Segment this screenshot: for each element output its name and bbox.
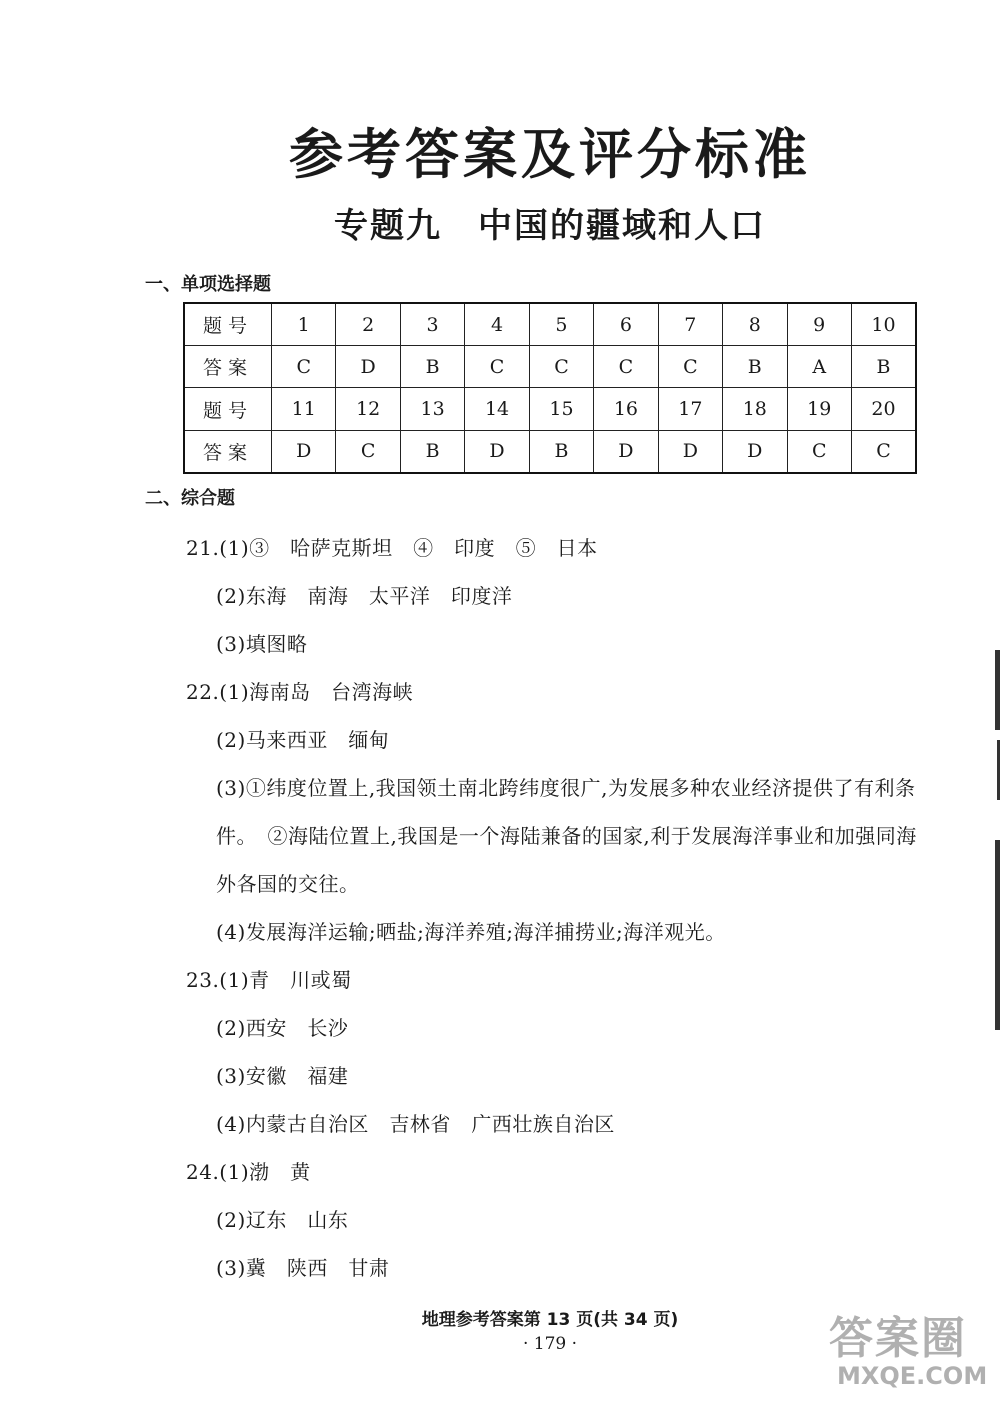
answer-line: (2)东海 南海 太平洋 印度洋 bbox=[216, 584, 513, 608]
table-cell: D bbox=[594, 430, 658, 473]
table-cell: 10 bbox=[851, 303, 916, 346]
table-cell: 17 bbox=[658, 388, 722, 430]
table-cell: B bbox=[851, 346, 916, 388]
page-number: · 179 · bbox=[522, 1334, 578, 1354]
table-cell: 8 bbox=[723, 303, 787, 346]
section-heading-choice: 一、单项选择题 bbox=[145, 274, 271, 295]
table-cell: D bbox=[723, 430, 787, 473]
answer-line: 23.(1)青 川或蜀 bbox=[186, 968, 352, 992]
answer-line: (4)发展海洋运输;晒盐;海洋养殖;海洋捕捞业;海洋观光。 bbox=[216, 920, 726, 944]
table-cell: C bbox=[272, 346, 336, 388]
table-cell: 7 bbox=[658, 303, 722, 346]
table-cell: 6 bbox=[594, 303, 658, 346]
table-cell: 13 bbox=[400, 388, 464, 430]
answer-line: (3)冀 陕西 甘肃 bbox=[216, 1256, 390, 1280]
table-row bbox=[184, 303, 916, 346]
watermark-brand: 答案圈 bbox=[829, 1313, 967, 1364]
table-cell: C bbox=[594, 346, 658, 388]
table-cell: D bbox=[465, 430, 529, 473]
answer-line: (2)马来西亚 缅甸 bbox=[216, 728, 390, 752]
table-cell: 5 bbox=[529, 303, 593, 346]
table-row bbox=[184, 346, 916, 388]
table-cell: A bbox=[787, 346, 851, 388]
page-subtitle: 专题九 中国的疆域和人口 bbox=[334, 206, 766, 246]
answer-line: 21.(1)③ 哈萨克斯坦 ④ 印度 ⑤ 日本 bbox=[186, 536, 598, 560]
table-row-label: 题号 bbox=[184, 388, 272, 430]
answer-line: (4)内蒙古自治区 吉林省 广西壮族自治区 bbox=[216, 1112, 615, 1136]
answer-line: (2)西安 长沙 bbox=[216, 1016, 349, 1040]
page-title: 参考答案及评分标准 bbox=[289, 122, 811, 186]
table-cell: C bbox=[336, 430, 400, 473]
answer-line: 24.(1)渤 黄 bbox=[186, 1160, 311, 1184]
table-cell: B bbox=[529, 430, 593, 473]
table-cell: 11 bbox=[272, 388, 336, 430]
table-cell: C bbox=[658, 346, 722, 388]
table-cell: 16 bbox=[594, 388, 658, 430]
answer-line: 外各国的交往。 bbox=[216, 872, 360, 896]
answer-line: (3)①纬度位置上,我国领土南北跨纬度很广,为发展多种农业经济提供了有利条 bbox=[216, 776, 916, 800]
scan-edge-mark bbox=[995, 650, 1000, 730]
table-cell: C bbox=[465, 346, 529, 388]
table-cell: 1 bbox=[272, 303, 336, 346]
answer-table bbox=[183, 302, 917, 474]
watermark-url: MXQE.COM bbox=[837, 1362, 988, 1390]
page-footer: 地理参考答案第 13 页(共 34 页) bbox=[421, 1310, 679, 1330]
answer-line: 22.(1)海南岛 台湾海峡 bbox=[186, 680, 414, 704]
answer-line: (2)辽东 山东 bbox=[216, 1208, 349, 1232]
answer-line: (3)安徽 福建 bbox=[216, 1064, 349, 1088]
table-row bbox=[184, 388, 916, 430]
table-cell: D bbox=[272, 430, 336, 473]
table-cell: 15 bbox=[529, 388, 593, 430]
table-cell: B bbox=[723, 346, 787, 388]
table-cell: 20 bbox=[851, 388, 916, 430]
table-cell: 2 bbox=[336, 303, 400, 346]
table-row-label: 答案 bbox=[184, 430, 272, 473]
table-row-label: 答案 bbox=[184, 346, 272, 388]
scan-edge-mark bbox=[995, 840, 1000, 1030]
table-cell: B bbox=[400, 430, 464, 473]
table-cell: 12 bbox=[336, 388, 400, 430]
table-row bbox=[184, 430, 916, 473]
table-cell: D bbox=[336, 346, 400, 388]
table-cell: 14 bbox=[465, 388, 529, 430]
table-cell: B bbox=[400, 346, 464, 388]
table-row-label: 题号 bbox=[184, 303, 272, 346]
table-cell: 4 bbox=[465, 303, 529, 346]
watermark-logo bbox=[815, 1300, 995, 1400]
table-cell: C bbox=[787, 430, 851, 473]
table-cell: C bbox=[851, 430, 916, 473]
answer-line: 件。 ②海陆位置上,我国是一个海陆兼备的国家,利于发展海洋事业和加强同海 bbox=[216, 824, 917, 848]
table-cell: 19 bbox=[787, 388, 851, 430]
answer-line: (3)填图略 bbox=[216, 632, 308, 656]
table-cell: 9 bbox=[787, 303, 851, 346]
table-cell: 3 bbox=[400, 303, 464, 346]
section-heading-comprehensive: 二、综合题 bbox=[145, 488, 235, 509]
table-cell: D bbox=[658, 430, 722, 473]
table-cell: 18 bbox=[723, 388, 787, 430]
table-cell: C bbox=[529, 346, 593, 388]
